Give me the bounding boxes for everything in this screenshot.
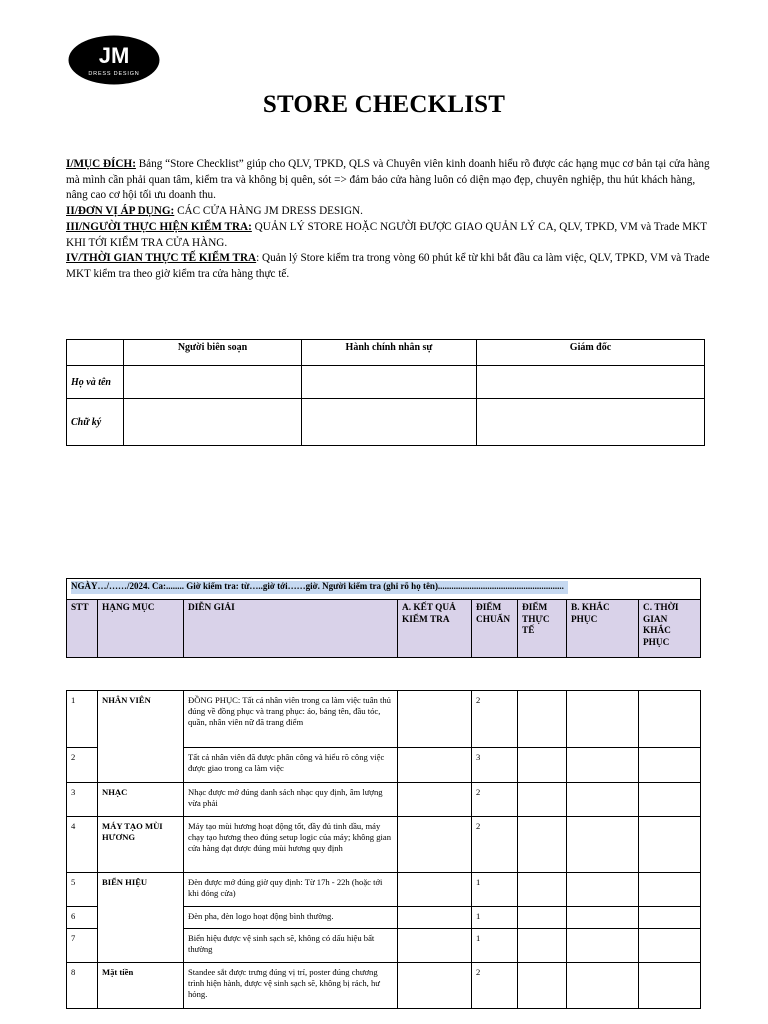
stt-cell: 5: [67, 873, 98, 907]
column-header: C. THỜI GIAN KHẮC PHỤC: [639, 600, 701, 658]
time-text: : Quản lý Store kiểm tra trong vòng 60 phút kể từ khi bắt đầu ca làm việc, QLV, TPKD, VM và Trade MKT kiểm tra theo giờ kiểm tra cửa hàng thực tế.: [66, 252, 710, 280]
inspector-label: III/NGƯỜI THỰC HIỆN KIỂM TRA:: [66, 220, 252, 233]
remedy-time-cell[interactable]: [639, 873, 701, 907]
signature-header: Người biên soạn: [124, 340, 302, 366]
description-cell: Đèn được mở đúng giờ quy định: Từ 17h - 22h (hoặc tới khi đóng cửa): [184, 873, 398, 907]
page-title: STORE CHECKLIST: [262, 91, 506, 118]
remedy-time-cell[interactable]: [639, 963, 701, 1009]
actual-score-cell[interactable]: [518, 691, 567, 748]
category-cell: MÁY TẠO MÙI HƯƠNG: [98, 817, 184, 873]
actual-score-cell[interactable]: [518, 817, 567, 873]
purpose-text: Bảng “Store Checklist” giúp cho QLV, TPKD, QLS và Chuyên viên kinh doanh hiểu rõ được các hạng mục cơ bản tại cửa hàng mà mình cần phải quan tâm, kiểm tra và không bị quên, sót => đảm bảo cửa hàng luôn có diện mạo đẹp, chuyên nghiệp, thu hút khách hàng, nâng cao cơ hội tối ưu doanh thu.: [66, 158, 710, 202]
actual-score-cell[interactable]: [518, 907, 567, 929]
signature-row-label: Họ và tên: [67, 366, 124, 399]
description-cell: Biển hiệu được vệ sinh sạch sẽ, không có dấu hiệu bất thường: [184, 929, 398, 963]
table-row: [67, 929, 701, 963]
actual-score-cell[interactable]: [518, 963, 567, 1009]
time-paragraph: [66, 251, 716, 282]
intro-section: [66, 157, 716, 283]
description-cell: ĐỒNG PHỤC: Tất cả nhân viên trong ca làm việc tuân thủ đúng về đồng phục và trang phục: áo, bảng tên, đầu tóc, quần, nhân viên nữ đã trang điểm: [184, 691, 398, 748]
column-header: HẠNG MỤC: [98, 600, 184, 658]
category-cell: BIỂN HIỆU: [98, 873, 184, 907]
column-header: DIỄN GIẢI: [184, 600, 398, 658]
scope-paragraph: [66, 204, 716, 220]
jm-logo: [68, 35, 160, 85]
inspection-info-text: NGÀY…/……/2024. Ca:........ Giờ kiểm tra: từ…..giờ tới……giờ. Người kiểm tra (ghi rõ họ tên)........................................................: [71, 581, 568, 594]
category-cell: [98, 929, 184, 963]
description-cell: Standee sắt được trưng đúng vị trí, poster đúng chương trình hiện hành, được vệ sinh sạch sẽ, không bị rách, hư hỏng.: [184, 963, 398, 1009]
signature-corner-cell: [67, 340, 124, 366]
time-label: IV/THỜI GIAN THỰC TẾ KIỂM TRA: [66, 252, 257, 265]
scope-text: CÁC CỬA HÀNG JM DRESS DESIGN.: [174, 205, 363, 218]
column-header: A. KẾT QUẢ KIỂM TRA: [398, 600, 472, 658]
result-cell[interactable]: [398, 929, 472, 963]
logo-letters: JM: [98, 43, 130, 68]
description-cell: Máy tạo mùi hương hoạt động tốt, đầy đủ tinh dầu, máy chạy tạo hương theo đúng setup logic của máy; không gian cửa hàng đạt được đúng mùi hương quy định: [184, 817, 398, 873]
standard-score-cell: 2: [472, 817, 518, 873]
signature-header: Giám đốc: [477, 340, 705, 366]
result-cell[interactable]: [398, 748, 472, 783]
stt-cell: 2: [67, 748, 98, 783]
category-cell: NHÂN VIÊN: [98, 691, 184, 748]
table-row: [67, 907, 701, 929]
purpose-paragraph: [66, 157, 716, 204]
stt-cell: 7: [67, 929, 98, 963]
signature-cell[interactable]: [124, 399, 302, 446]
column-header: ĐIỂM CHUẨN: [472, 600, 518, 658]
description-cell: Tất cả nhân viên đã được phân công và hiểu rõ công việc được giao trong ca làm việc: [184, 748, 398, 783]
inspector-text: QUẢN LÝ STORE HOẶC NGƯỜI ĐƯỢC GIAO QUẢN LÝ CA, QLV, TPKD, VM và Trade MKT KHI TỚI KIỂM TRA CỬA HÀNG.: [66, 220, 707, 249]
remedy-cell[interactable]: [567, 817, 639, 873]
signature-cell[interactable]: [477, 366, 705, 399]
checklist-header-table: [66, 578, 701, 658]
table-row: [67, 817, 701, 873]
actual-score-cell[interactable]: [518, 929, 567, 963]
signature-row-label: Chữ ký: [67, 399, 124, 446]
stt-cell: 1: [67, 691, 98, 748]
signature-cell[interactable]: [477, 399, 705, 446]
category-cell: [98, 748, 184, 783]
description-cell: Nhạc được mở đúng danh sách nhạc quy định, âm lượng vừa phải: [184, 783, 398, 817]
remedy-cell[interactable]: [567, 748, 639, 783]
remedy-time-cell[interactable]: [639, 907, 701, 929]
remedy-time-cell[interactable]: [639, 817, 701, 873]
result-cell[interactable]: [398, 907, 472, 929]
standard-score-cell: 2: [472, 963, 518, 1009]
result-cell[interactable]: [398, 817, 472, 873]
standard-score-cell: 1: [472, 907, 518, 929]
table-row: [67, 963, 701, 1009]
inspection-info-line[interactable]: [67, 579, 701, 600]
inspector-paragraph: [66, 220, 716, 251]
standard-score-cell: 1: [472, 873, 518, 907]
stt-cell: 8: [67, 963, 98, 1009]
scope-label: II/ĐƠN VỊ ÁP DỤNG:: [66, 205, 175, 218]
column-header: STT: [67, 600, 98, 658]
stt-cell: 6: [67, 907, 98, 929]
standard-score-cell: 1: [472, 929, 518, 963]
result-cell[interactable]: [398, 873, 472, 907]
remedy-cell[interactable]: [567, 963, 639, 1009]
actual-score-cell[interactable]: [518, 783, 567, 817]
category-cell: NHẠC: [98, 783, 184, 817]
remedy-cell[interactable]: [567, 783, 639, 817]
category-cell: [98, 907, 184, 929]
remedy-time-cell[interactable]: [639, 748, 701, 783]
actual-score-cell[interactable]: [518, 748, 567, 783]
standard-score-cell: 3: [472, 748, 518, 783]
checklist-items-table: [66, 690, 701, 1009]
remedy-cell[interactable]: [567, 907, 639, 929]
table-row: [67, 783, 701, 817]
signature-table: [66, 339, 705, 446]
signature-cell[interactable]: [124, 366, 302, 399]
standard-score-cell: 2: [472, 691, 518, 748]
remedy-cell[interactable]: [567, 873, 639, 907]
result-cell[interactable]: [398, 963, 472, 1009]
table-row: [67, 873, 701, 907]
stt-cell: 4: [67, 817, 98, 873]
remedy-time-cell[interactable]: [639, 929, 701, 963]
category-cell: Mặt tiền: [98, 963, 184, 1009]
column-header: B. KHẮC PHỤC: [567, 600, 639, 658]
column-header: ĐIỂM THỰC TẾ: [518, 600, 567, 658]
result-cell[interactable]: [398, 783, 472, 817]
signature-cell[interactable]: [302, 366, 477, 399]
signature-cell[interactable]: [302, 399, 477, 446]
remedy-time-cell[interactable]: [639, 691, 701, 748]
description-cell: Đèn pha, đèn logo hoạt động bình thường.: [184, 907, 398, 929]
purpose-label: I/MỤC ĐÍCH:: [66, 158, 136, 170]
result-cell[interactable]: [398, 691, 472, 748]
stt-cell: 3: [67, 783, 98, 817]
signature-header: Hành chính nhân sự: [302, 340, 477, 366]
actual-score-cell[interactable]: [518, 873, 567, 907]
table-row: [67, 748, 701, 783]
remedy-time-cell[interactable]: [639, 783, 701, 817]
logo-subtitle: DRESS DESIGN: [88, 71, 140, 77]
table-row: [67, 691, 701, 748]
remedy-cell[interactable]: [567, 691, 639, 748]
remedy-cell[interactable]: [567, 929, 639, 963]
standard-score-cell: 2: [472, 783, 518, 817]
